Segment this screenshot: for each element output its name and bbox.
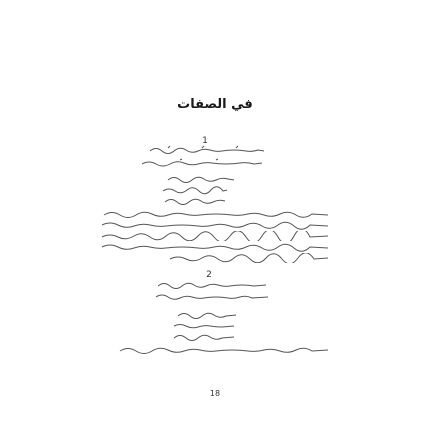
handwritten-line — [176, 310, 238, 320]
handwritten-line — [168, 253, 330, 263]
handwritten-line — [154, 292, 270, 302]
handwritten-line — [163, 196, 229, 206]
handwritten-line — [102, 209, 330, 219]
section-number: 2 — [206, 270, 212, 280]
handwritten-line — [100, 231, 330, 241]
handwritten-line — [140, 158, 264, 168]
handwritten-line — [118, 345, 330, 355]
page-heading: في الصفات — [177, 97, 253, 112]
handwritten-line — [156, 280, 268, 290]
handwritten-line — [172, 332, 236, 342]
handwritten-line — [100, 242, 330, 252]
section-number: 1 — [202, 136, 208, 146]
handwritten-line — [161, 185, 229, 195]
handwritten-line — [100, 220, 330, 230]
page-number: 18 — [209, 389, 221, 398]
handwritten-line — [166, 174, 236, 184]
handwritten-line — [172, 321, 236, 331]
handwritten-line — [148, 145, 266, 155]
